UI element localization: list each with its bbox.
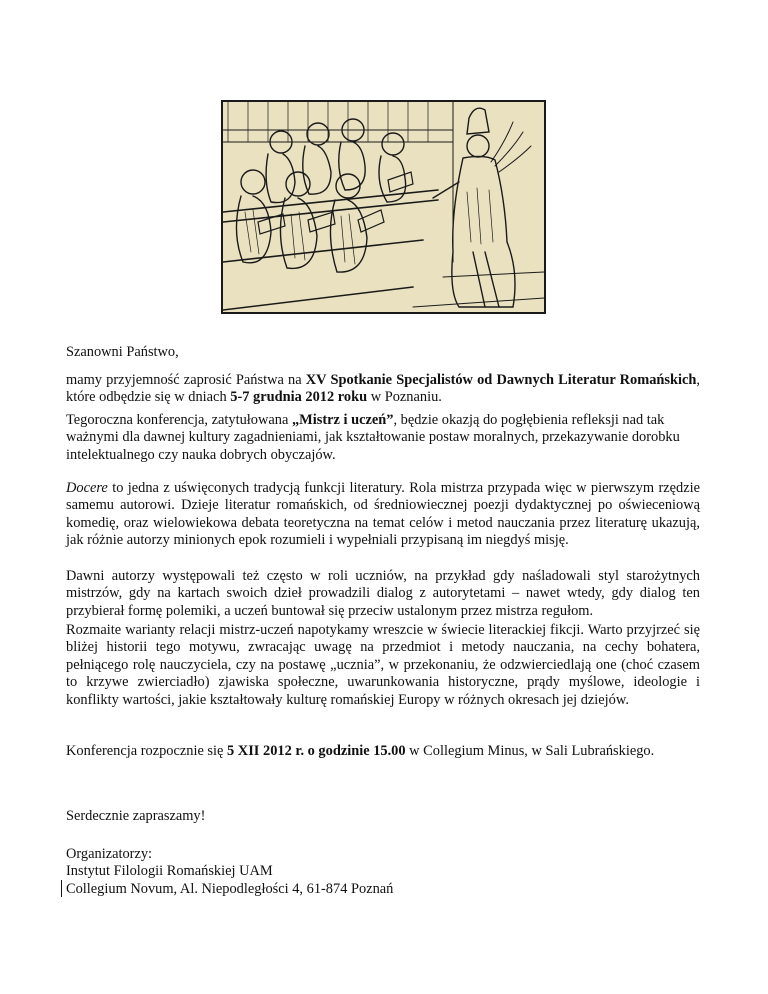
paragraph-conference-title: Tegoroczna konferencja, zatytułowana „Mistrz i uczeń”, będzie okazją do pogłębienia refleksji nad tak ważnymi dla dawnej kultury zagadnieniami, jak kształtowanie postaw moralnych, przekazywanie dorobku intelektualnego czy nauka dobrych obyczajów. <box>66 412 680 463</box>
paragraph-fiction: Rozmaite warianty relacji mistrz-uczeń napotykamy wreszcie w świecie literackiej fikcji. Warto przyjrzeć się bliżej historii tego motywu, zwracając uwagę na przedmiot i metody nauczania, na cechy bohatera, pełniącego rolę nauczyciela, czy na postawę „ucznia”, w przekonaniu, że odzwierciedlają one (choć czasem to krzywe zwierciadło) zjawiska społeczne, uwarunkowania historyczne, prądy myślowe, ideologie i konflikty wartości, jakie kształtowały kulturę romańskiej Europy w różnych okresach jej dziejów. <box>66 622 700 708</box>
intro-paragraph: mamy przyjemność zaprosić Państwa na XV Spotkanie Specjalistów od Dawnych Literatur Romańskich, które odbędzie się w dniach 5-7 grudnia 2012 roku w Poznaniu. <box>66 372 700 406</box>
signature-label: Organizatorzy: <box>66 846 153 862</box>
woodcut-illustration <box>221 100 546 314</box>
salutation: Szanowni Państwo, <box>66 344 179 360</box>
signature-address: Collegium Novum, Al. Niepodległości 4, 61-874 Poznań <box>66 880 394 897</box>
paragraph-authors-as-pupils: Dawni autorzy występowali też często w roli uczniów, na przykład gdy naśladowali styl starożytnych mistrzów, gdy na kartach swoich dzieł prowadzili dialog z autorytetami – nawet wtedy, gdy dialog ten przybierał formę polemiki, a uczeń buntował się przeciw ustalonym przez mistrza regułom. <box>66 568 700 619</box>
woodcut-scene <box>223 102 544 312</box>
paragraph-opening: Konferencja rozpocznie się 5 XII 2012 r. o godzinie 15.00 w Collegium Minus, w Sali Lubrańskiego. <box>66 743 655 759</box>
paragraph-docere: Docere to jedna z uświęconych tradycją funkcji literatury. Rola mistrza przypada więc w pierwszym rzędzie samemu autorowi. Dzieje literatur romańskich, od średniowiecznej poezji dydaktycznej po oświeceniową komedię, oraz wielowiekowa debata teoretyczna na temat celów i metod nauczania przez literaturę ukazują, jak różnie autorzy minionych epok rozumieli i wypełniali przypisaną im niegdyś misję. <box>66 480 700 549</box>
text-cursor-bar <box>61 880 62 897</box>
closing: Serdecznie zapraszamy! <box>66 808 206 824</box>
signature-block <box>66 846 700 898</box>
signature-institute: Instytut Filologii Romańskiej UAM <box>66 863 273 880</box>
